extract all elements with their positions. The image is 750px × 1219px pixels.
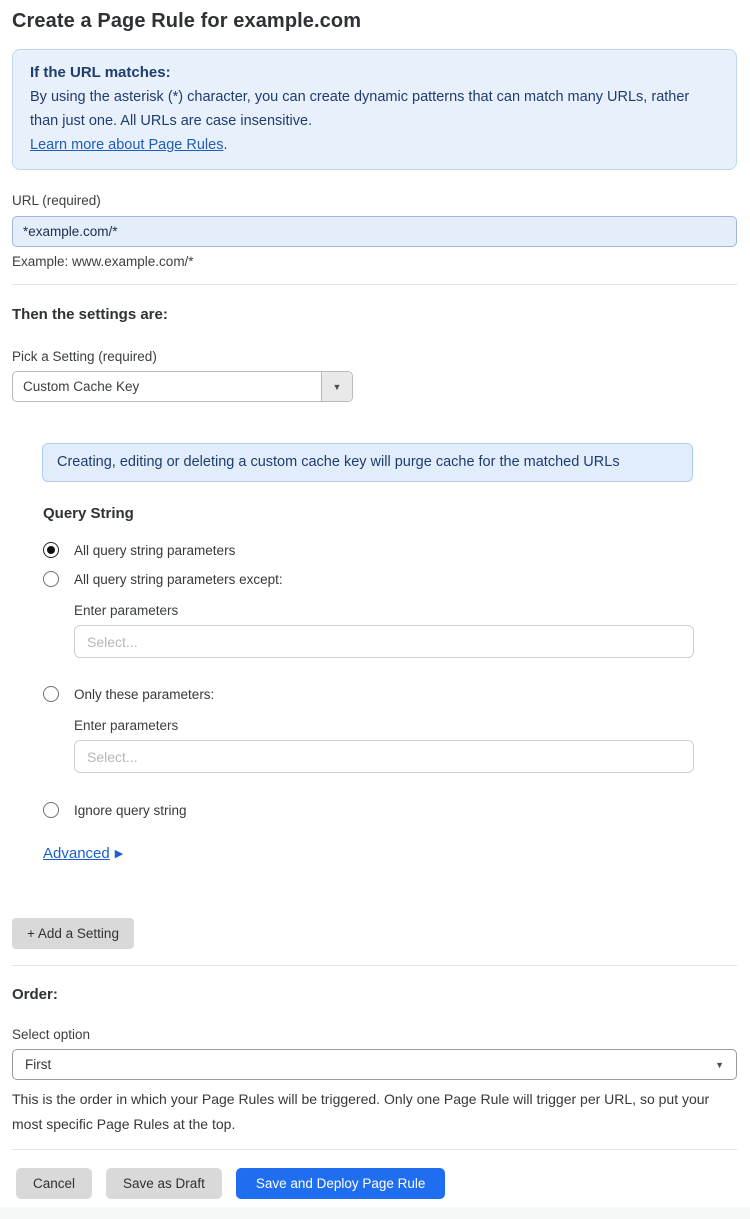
radio-label: All query string parameters	[74, 542, 236, 558]
info-box-heading: If the URL matches:	[30, 64, 171, 81]
setting-dropdown-value: Custom Cache Key	[23, 379, 140, 394]
order-dropdown-value: First	[25, 1057, 52, 1072]
link-suffix: .	[223, 137, 228, 153]
bottom-strip	[0, 1207, 750, 1219]
divider	[12, 1149, 737, 1150]
enter-parameters-label: Enter parameters	[74, 603, 179, 618]
url-input[interactable]	[12, 216, 737, 247]
radio-ignore-query-string[interactable]	[43, 802, 737, 818]
radio-all-query-params[interactable]	[43, 542, 737, 558]
radio-all-params-except[interactable]	[43, 571, 737, 587]
radio-dot	[47, 546, 55, 554]
save-and-deploy-button[interactable]: Save and Deploy Page Rule	[236, 1168, 446, 1199]
query-string-heading: Query String	[43, 505, 134, 522]
settings-heading: Then the settings are:	[12, 306, 168, 323]
only-parameters-input[interactable]	[74, 740, 694, 773]
radio-button-icon[interactable]	[43, 542, 59, 558]
chevron-down-icon: ▼	[715, 1059, 724, 1070]
radio-only-these-params[interactable]	[43, 686, 737, 702]
advanced-link[interactable]	[43, 845, 123, 862]
cancel-button[interactable]: Cancel	[16, 1168, 92, 1199]
save-as-draft-button[interactable]: Save as Draft	[106, 1168, 222, 1199]
order-dropdown[interactable]	[12, 1049, 737, 1080]
info-box-link-line	[30, 133, 719, 157]
info-box-body: By using the asterisk (*) character, you can create dynamic patterns that can match many URLs, rather than just one. All URLs are case insensitive.	[30, 89, 690, 129]
page-rule-form	[0, 10, 750, 1199]
add-setting-button[interactable]: + Add a Setting	[12, 918, 134, 949]
divider	[12, 965, 737, 966]
chevron-right-icon: ▶	[114, 848, 124, 860]
url-field-label: URL (required)	[12, 193, 101, 208]
except-parameters-input[interactable]	[74, 625, 694, 658]
radio-button-icon[interactable]	[43, 571, 59, 587]
chevron-down-icon[interactable]: ▼	[321, 372, 352, 401]
setting-dropdown[interactable]	[12, 371, 353, 402]
pick-setting-label: Pick a Setting (required)	[12, 349, 157, 364]
learn-more-link[interactable]: Learn more about Page Rules	[30, 137, 224, 153]
divider	[12, 284, 737, 285]
radio-label: All query string parameters except:	[74, 571, 283, 587]
footer-actions	[16, 1168, 737, 1199]
enter-parameters-label: Enter parameters	[74, 718, 179, 733]
radio-button-icon[interactable]	[43, 686, 59, 702]
url-example-text: Example: www.example.com/*	[12, 254, 194, 269]
url-match-info-box	[12, 49, 737, 170]
cache-key-notice: Creating, editing or deleting a custom cache key will purge cache for the matched URLs	[42, 443, 693, 482]
advanced-link-text: Advanced	[43, 845, 110, 862]
radio-label: Only these parameters:	[74, 686, 215, 702]
page-title: Create a Page Rule for example.com	[12, 10, 362, 32]
order-help-text: This is the order in which your Page Rules will be triggered. Only one Page Rule will trigger per URL, so put your most specific Page Rules at the top.	[12, 1091, 710, 1132]
radio-label: Ignore query string	[74, 802, 187, 818]
order-heading: Order:	[12, 986, 58, 1003]
radio-button-icon[interactable]	[43, 802, 59, 818]
order-select-label: Select option	[12, 1027, 91, 1042]
